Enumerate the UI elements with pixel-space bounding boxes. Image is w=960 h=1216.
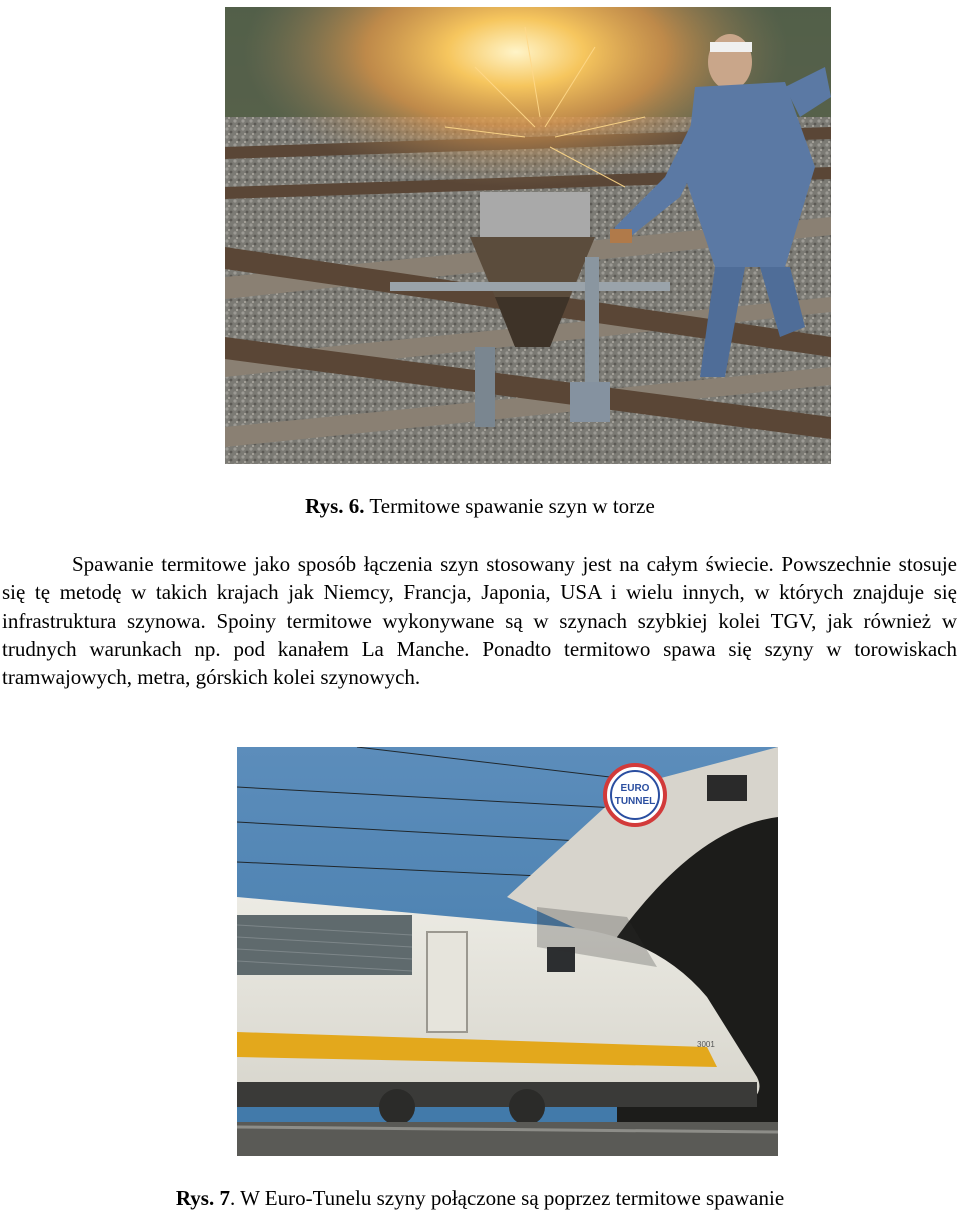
figure-7-caption-label: Rys. 7 — [175, 1186, 230, 1210]
thermite-welding-illustration — [225, 7, 831, 464]
figure-7-photo — [237, 747, 778, 1156]
figure-7-caption — [0, 1186, 960, 1210]
body-paragraph: Spawanie termitowe jako sposób łączenia szyn stosowany jest na całym świecie. Powszechnie stosuje się tę metodę w takich krajach jak Niemcy, Francja, Japonia, USA i wielu innych, w których znajduje się infrastruktura szynowa. Spoiny termitowe wykonywane są w szynach szybkiej kolei TGV, jak również w trudnych warunkach np. pod kanałem La Manche. Ponadto termitowo spawa się szyny w torowiskach tramwajowych, metra, górskich kolei szynowych. — [2, 552, 957, 690]
figure-6-caption — [0, 494, 960, 518]
train-number: 3001 — [697, 1040, 715, 1049]
figure-6-caption-text: Termitowe spawanie szyn w torze — [364, 494, 655, 518]
eurotunnel-logo — [605, 765, 665, 825]
figure-7-caption-text: . W Euro-Tunelu szyny połączone są poprzez termitowe spawanie — [229, 1186, 785, 1210]
logo-text-tunnel: TUNNEL — [614, 796, 656, 807]
eurotunnel-train-illustration — [237, 747, 778, 1156]
figure-6-caption-label: Rys. 6. — [305, 494, 365, 518]
logo-text-euro: EURO — [620, 783, 650, 794]
figure-6-photo — [225, 7, 831, 464]
